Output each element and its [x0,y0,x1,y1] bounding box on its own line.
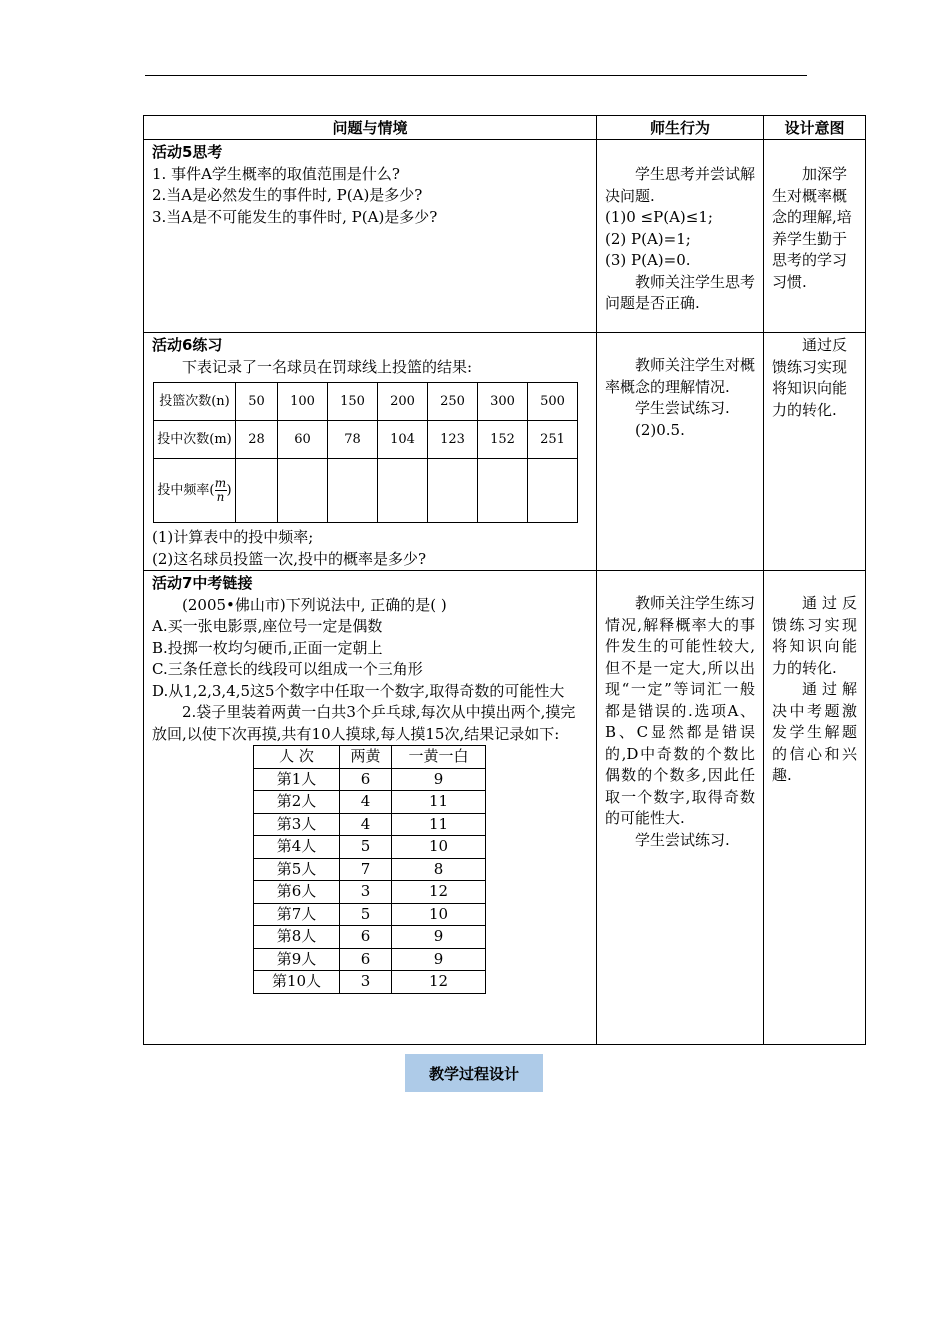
ball-cell: 3 [340,881,392,904]
activity5-behavior-3: (2) P(A)=1; [605,229,691,248]
ball-cell: 11 [392,791,486,814]
ball-cell: 第8人 [254,926,340,949]
shots-cell: 100 [278,383,328,421]
ball-header-row [254,746,486,769]
header-behavior: 师生行为 [597,116,764,140]
activity7-intent [764,571,866,1045]
hits-row [154,421,578,459]
header-intent: 设计意图 [764,116,866,140]
activity6-title: 活动6练习 [152,336,223,354]
activity7-intent-1: 通过反馈练习实现将知识向能力的转化. [772,594,857,677]
ball-cell: 第5人 [254,858,340,881]
shots-row [154,383,578,421]
table-row [254,813,486,836]
hits-cell: 152 [478,421,528,459]
frequency-fraction [215,477,227,504]
ball-cell: 3 [340,971,392,994]
table-row [254,948,486,971]
ball-cell: 第7人 [254,903,340,926]
ball-cell: 6 [340,948,392,971]
ball-results-table [253,745,486,994]
activity6-q2: (2)这名球员投篮一次,投中的概率是多少? [152,549,427,568]
ball-cell: 12 [392,881,486,904]
activity5-behavior [597,140,764,333]
frequency-cell [278,459,328,523]
activity5-q3: 3.当A是不可能发生的事件时, P(A)是多少? [152,207,438,226]
activity5-q1: 1. 事件A学生概率的取值范围是什么? [152,164,400,183]
activity6-behavior-2: 学生尝试练习. [635,399,730,417]
activity7-intent-2: 通过解决中考题激发学生解题的信心和兴趣. [772,680,857,784]
ball-cell: 5 [340,903,392,926]
table-row [254,881,486,904]
ball-header-person: 人 次 [254,746,340,769]
ball-cell: 9 [392,948,486,971]
ball-header-yellow-white: 一黄一白 [392,746,486,769]
shots-cell: 150 [328,383,378,421]
ball-cell: 6 [340,926,392,949]
frequency-cell [328,459,378,523]
activity7-option-b: B.投掷一枚均匀硬币,正面一定朝上 [152,638,383,657]
activity5-q2: 2.当A是必然发生的事件时, P(A)是多少? [152,186,423,204]
table-row [254,768,486,791]
ball-cell: 第6人 [254,881,340,904]
shots-cell: 50 [236,383,278,421]
table-row [254,858,486,881]
frequency-cell [428,459,478,523]
frac-denominator: n [216,490,225,504]
frequency-label [154,459,236,523]
ball-cell: 10 [392,903,486,926]
frac-numerator: m [214,476,227,490]
shots-cell: 250 [428,383,478,421]
activity5-title: 活动5思考 [152,143,223,161]
activity6-intro: 下表记录了一名球员在罚球线上投篮的结果: [182,357,473,376]
shots-cell: 300 [478,383,528,421]
activity7-row [144,571,866,1045]
ball-cell: 7 [340,858,392,881]
activity7-q2: 2.袋子里装着两黄一白共3个乒乓球,每次从中摸出两个,摸完放回,以使下次再摸,共有10人摸球,每人摸15次,结果记录如下: [152,703,576,743]
activity7-q1: (2005•佛山市)下列说法中, 正确的是( ) [182,595,447,614]
ball-cell: 4 [340,813,392,836]
activity6-intent [764,333,866,571]
shots-cell: 500 [528,383,578,421]
shots-cell: 200 [378,383,428,421]
hits-cell: 78 [328,421,378,459]
ball-cell: 第9人 [254,948,340,971]
activity6-q1: (1)计算表中的投中频率; [152,528,314,546]
header-rule [145,75,807,76]
activity6-intent-text: 通过反馈练习实现将知识向能力的转化. [772,336,848,419]
activity5-behavior-2: (1)0 ≤P(A)≤1; [605,208,713,226]
hits-label: 投中次数(m) [154,421,236,459]
activity7-option-d: D.从1,2,3,4,5这5个数字中任取一个数字,取得奇数的可能性大 [152,681,565,700]
activity5-behavior-5: 教师关注学生思考问题是否正确. [605,272,756,312]
activity6-row [144,333,866,571]
hits-cell: 60 [278,421,328,459]
frequency-cell [528,459,578,523]
activity7-problem [144,571,597,1045]
hits-cell: 28 [236,421,278,459]
activity7-behavior-2: 学生尝试练习. [635,830,730,849]
frequency-label-close: ) [226,483,232,498]
hits-cell: 123 [428,421,478,459]
ball-cell: 12 [392,971,486,994]
activity7-title: 活动7中考链接 [152,574,253,592]
ball-cell: 8 [392,858,486,881]
ball-cell: 9 [392,768,486,791]
frequency-cell [236,459,278,523]
activity6-problem [144,333,597,571]
shots-table [153,382,578,523]
table-row [254,926,486,949]
table-row [254,903,486,926]
table-row [254,836,486,859]
ball-cell: 5 [340,836,392,859]
activity7-option-a: A.买一张电影票,座位号一定是偶数 [152,617,383,635]
ball-cell: 第4人 [254,836,340,859]
ball-cell: 10 [392,836,486,859]
activity6-behavior-3: (2)0.5. [635,420,685,439]
activity5-problem [144,140,597,333]
activity5-intent-text: 加深学生对概率概念的理解,培养学生勤于思考的学习习惯. [772,165,852,291]
frequency-cell [378,459,428,523]
table-row [254,971,486,994]
ball-cell: 9 [392,926,486,949]
activity5-behavior-4: (3) P(A)=0. [605,251,691,269]
frequency-label-text: 投中频率( [157,483,215,498]
activity7-behavior [597,571,764,1045]
lesson-table [143,115,866,1045]
table-row [254,791,486,814]
ball-cell: 4 [340,791,392,814]
ball-cell: 6 [340,768,392,791]
activity5-intent [764,140,866,333]
activity7-behavior-1: 教师关注学生练习情况,解释概率大的事件发生的可能性较大,但不是一定大,所以出现“一定”等词汇一般都是错误的.选项A、B、C显然都是错误的,D中奇数的个数比偶数的个数多,因此任取一个数字,取得奇数的可能性大. [605,594,756,827]
table-header-row [144,116,866,140]
teaching-design-button[interactable]: 教学过程设计 [405,1054,543,1092]
frequency-row [154,459,578,523]
ball-cell: 第3人 [254,813,340,836]
shots-label: 投篮次数(n) [154,383,236,421]
ball-header-two-yellow: 两黄 [340,746,392,769]
activity6-behavior [597,333,764,571]
ball-cell: 第2人 [254,791,340,814]
ball-cell: 第1人 [254,768,340,791]
frequency-cell [478,459,528,523]
ball-cell: 第10人 [254,971,340,994]
ball-cell: 11 [392,813,486,836]
activity5-behavior-1: 学生思考并尝试解决问题. [605,165,756,205]
activity5-row [144,140,866,333]
hits-cell: 251 [528,421,578,459]
header-problem: 问题与情境 [144,116,597,140]
activity6-behavior-1: 教师关注学生对概率概念的理解情况. [605,356,756,396]
activity7-option-c: C.三条任意长的线段可以组成一个三角形 [152,660,423,678]
hits-cell: 104 [378,421,428,459]
